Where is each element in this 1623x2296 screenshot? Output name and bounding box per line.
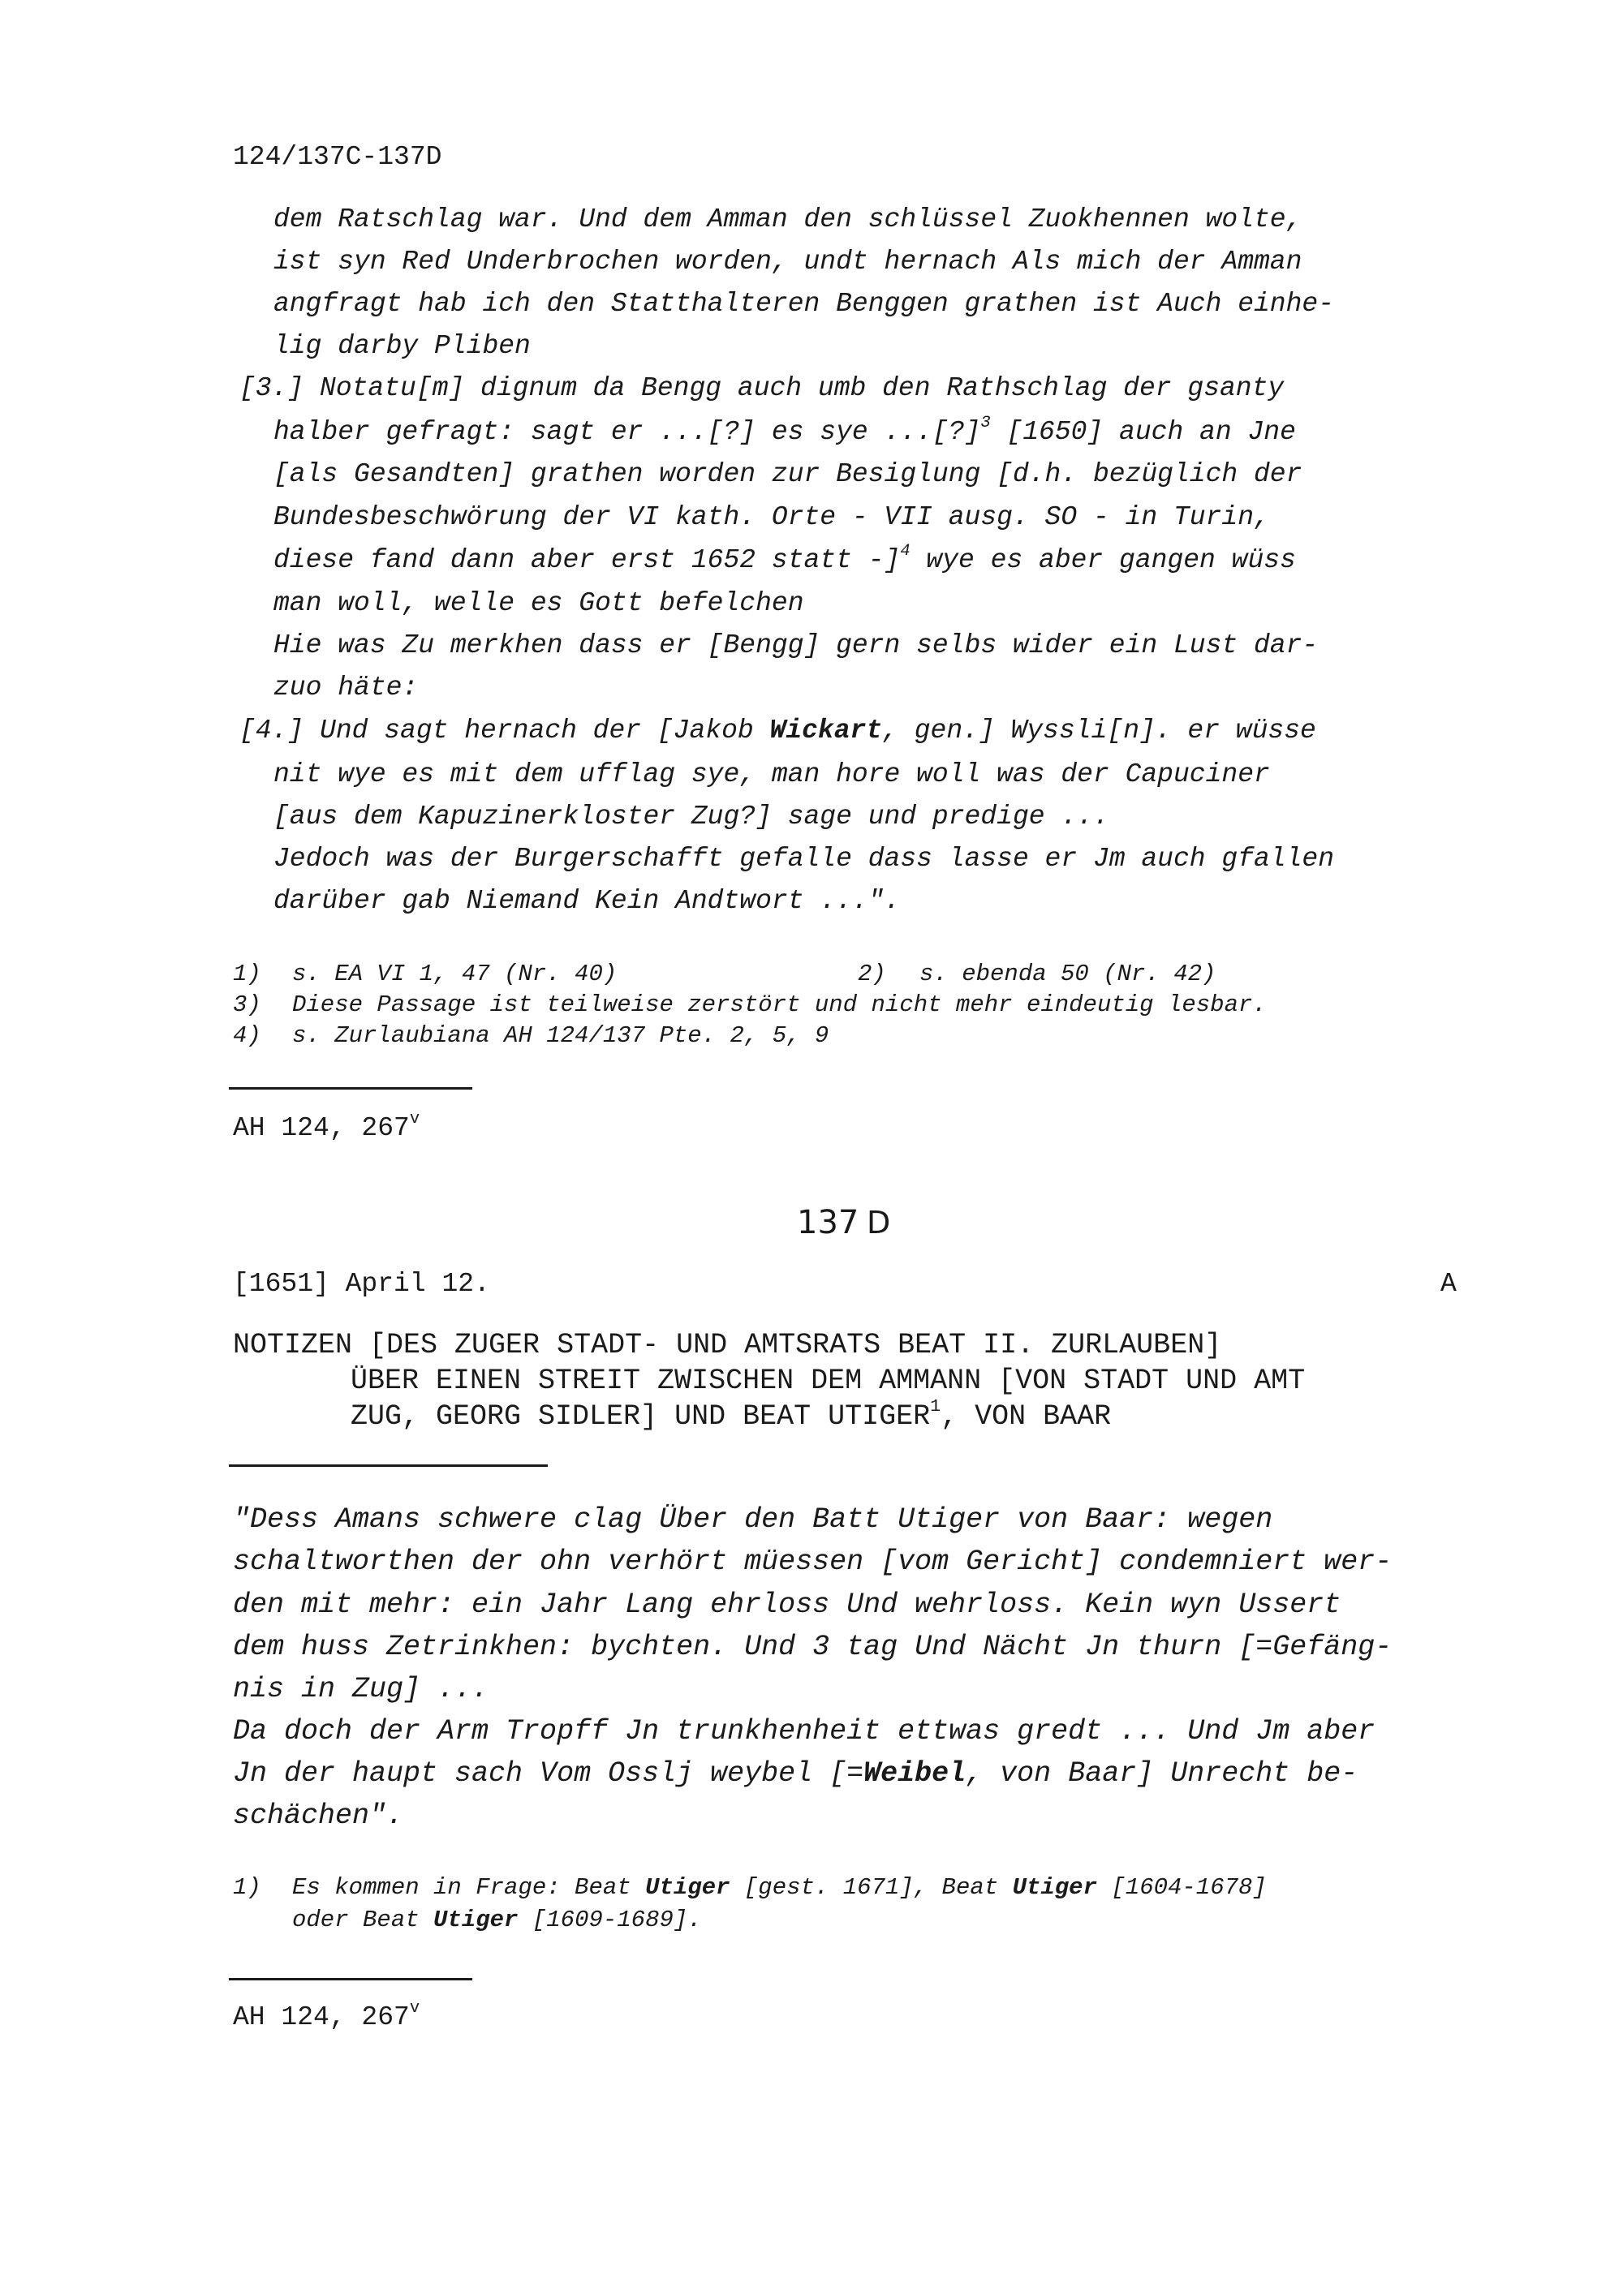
text-line: [aus dem Kapuzinerkloster Zug?] sage und predige ... [273, 802, 1109, 832]
text-line: Bundesbeschwörung der VI kath. Orte - VII ausg. SO - in Turin, [273, 502, 1270, 532]
text-fragment: [1604-1678] [1096, 1874, 1267, 1901]
footnote-ref: 1 [930, 1396, 941, 1417]
text-line: ist syn Red Underbrochen worden, undt hernach Als mich der Amman [273, 247, 1302, 277]
footnote-number: 3) [233, 991, 261, 1018]
text-line [239, 716, 1316, 746]
document-number-value: 137 [797, 1204, 859, 1241]
divider [229, 1978, 472, 1980]
text-fragment: ZUG, GEORG SIDLER] UND BEAT UTIGER [351, 1400, 931, 1433]
footnote-text: s. Zurlaubiana AH 124/137 Pte. 2, 5, 9 [292, 1022, 829, 1049]
text-line: darüber gab Niemand Kein Andtwort ...". [273, 886, 901, 916]
text-fragment: Jn der haupt sach Vom Osslj weybel [= [233, 1757, 864, 1790]
text-line: den mit mehr: ein Jahr Lang ehrloss Und wehrloss. Kein wyn Ussert [233, 1589, 1341, 1621]
title-line [351, 1396, 1112, 1433]
text-fragment: wye es aber gangen wüss [910, 545, 1296, 575]
text-line [233, 1757, 1358, 1790]
name-bold: Weibel [863, 1757, 966, 1790]
text-fragment: Es kommen in Frage: Beat [292, 1874, 646, 1901]
text-fragment: [1650] auch an Jne [990, 417, 1296, 447]
source-superscript: v [409, 1109, 420, 1129]
document-number [797, 1204, 890, 1241]
text-fragment: [1609-1689]. [518, 1907, 702, 1933]
text-fragment: [gest. 1671], Beat [730, 1874, 1013, 1901]
text-line: nis in Zug] ... [233, 1673, 489, 1705]
title-line: ÜBER EINEN STREIT ZWISCHEN DEM AMMANN [VON STADT UND AMT [351, 1365, 1306, 1397]
document-date: [1651] April 12. [233, 1269, 490, 1299]
divider [229, 1464, 548, 1467]
text-line: Hie was Zu merkhen dass er [Bengg] gern selbs wider ein Lust dar- [273, 630, 1319, 660]
footnote-number: 1) [233, 1874, 261, 1901]
name-bold: Utiger [433, 1907, 519, 1933]
source-text: AH 124, 267 [233, 1113, 410, 1143]
text-line [273, 541, 1296, 575]
footnote-ref: 3 [980, 413, 991, 432]
document-marker: A [1440, 1269, 1457, 1299]
text-line: dem Ratschlag war. Und dem Amman den schlüssel Zuokhennen wolte, [273, 204, 1302, 234]
divider [229, 1087, 472, 1090]
footnote-text: s. EA VI 1, 47 (Nr. 40) [292, 961, 618, 987]
name-bold: Utiger [645, 1874, 730, 1901]
text-line: dem huss Zetrinkhen: bychten. Und 3 tag Und Nächt Jn thurn [=Gefäng- [233, 1631, 1393, 1663]
text-fragment: diese fand dann aber erst 1652 statt -] [273, 545, 901, 575]
footnote-text: Diese Passage ist teilweise zerstört und nicht mehr eindeutig lesbar. [292, 991, 1267, 1018]
source-superscript: v [409, 1998, 420, 2018]
text-line: Da doch der Arm Tropff Jn trunkhenheit ettwas gredt ... Und Jm aber [233, 1715, 1375, 1748]
text-fragment: , von Baar] Unrecht be- [966, 1757, 1358, 1790]
text-line: [als Gesandten] grathen worden zur Besiglung [d.h. bezüglich der [273, 459, 1302, 489]
document-letter: D [866, 1205, 891, 1240]
text-line: schächen". [233, 1799, 404, 1832]
text-fragment: , gen.] Wyssli[n]. er wüsse [882, 716, 1316, 746]
title-line: NOTIZEN [DES ZUGER STADT- UND AMTSRATS BEAT II. ZURLAUBEN] [233, 1329, 1222, 1361]
text-line: "Dess Amans schwere clag Über den Batt Utiger von Baar: wegen [233, 1503, 1273, 1536]
text-line: Jedoch was der Burgerschafft gefalle dass lasse er Jm auch gfallen [273, 844, 1335, 874]
text-line: zuo häte: [273, 673, 419, 703]
name-bold: Wickart [769, 716, 883, 746]
footnote-number: 4) [233, 1022, 261, 1049]
text-line: lig darby Pliben [273, 331, 531, 361]
name-bold: Utiger [1012, 1874, 1097, 1901]
source-text: AH 124, 267 [233, 2002, 410, 2032]
footnote-number: 1) [233, 961, 261, 987]
footnote-ref: 4 [900, 541, 911, 561]
text-fragment: oder Beat [292, 1907, 434, 1933]
text-line: nit wye es mit dem ufflag sye, man hore woll was der Capuciner [273, 759, 1270, 789]
text-line: angfragt hab ich den Statthalteren Benggen grathen ist Auch einhe- [273, 289, 1335, 319]
footnote-text: s. ebenda 50 (Nr. 42) [919, 961, 1216, 987]
page-header: 124/137C-137D [233, 142, 442, 172]
text-line [273, 413, 1296, 447]
text-fragment: [4.] Und sagt hernach der [Jakob [239, 716, 770, 746]
source-reference [233, 1998, 420, 2032]
text-fragment: halber gefragt: sagt er ...[?] es sye ...[?] [273, 417, 981, 447]
text-line: man woll, welle es Gott befelchen [273, 588, 804, 618]
footnote-text [292, 1874, 1267, 1901]
footnote-number: 2) [858, 961, 886, 987]
text-line: [3.] Notatu[m] dignum da Bengg auch umb den Rathschlag der gsanty [239, 373, 1285, 403]
text-fragment: , VON BAAR [941, 1400, 1112, 1433]
source-reference [233, 1109, 420, 1143]
text-line: schaltworthen der ohn verhört müessen [vom Gericht] condemniert wer- [233, 1546, 1393, 1578]
footnote-text [292, 1907, 702, 1933]
